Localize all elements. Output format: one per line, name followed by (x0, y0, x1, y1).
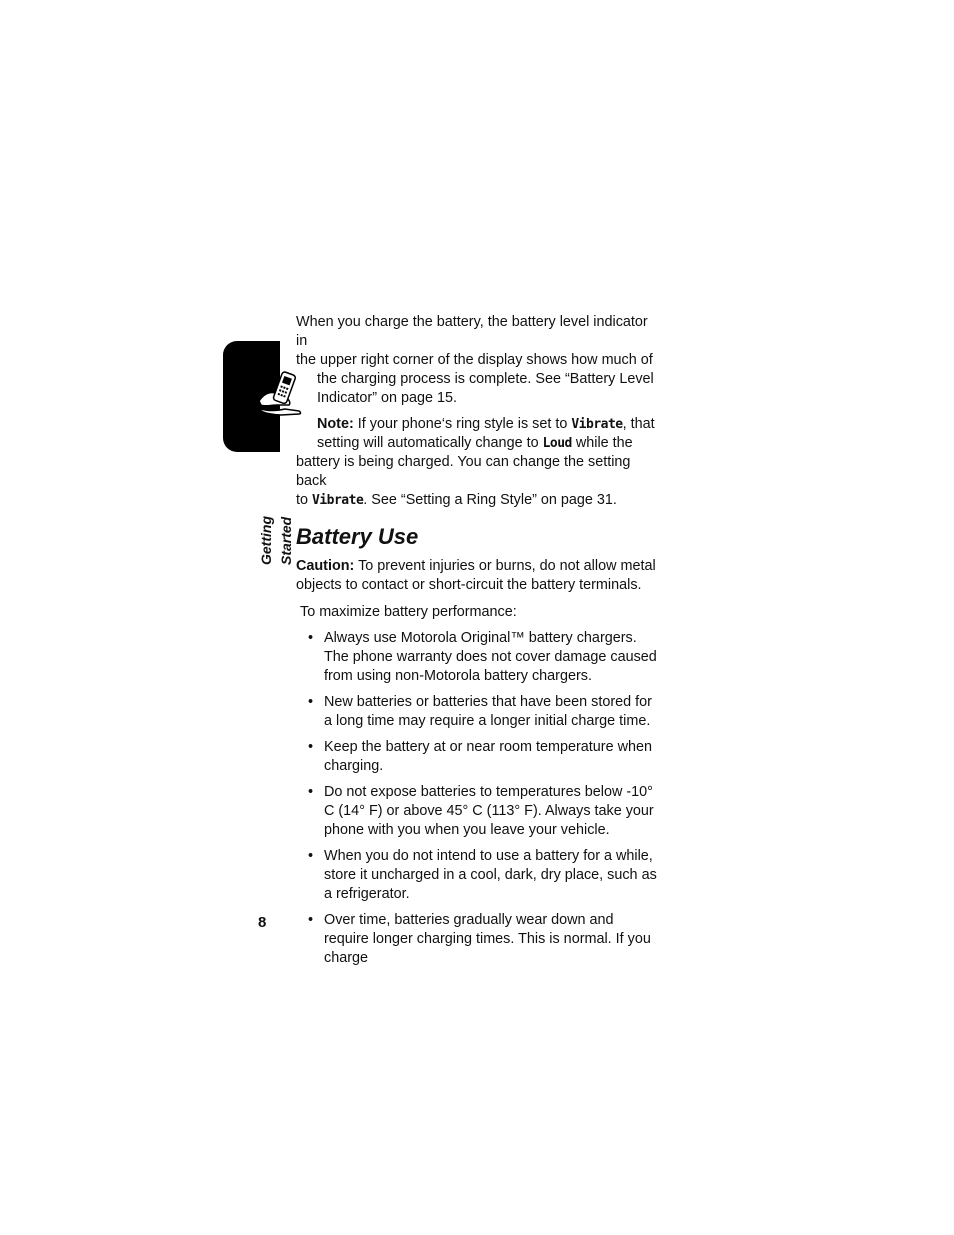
list-item: • Keep the battery at or near room temperature when charging. (296, 738, 658, 776)
note-paragraph: Note: If your phone‘s ring style is set to Vibrate, that setting will automatically change to Loud while the battery is being charged. You can change the setting back to Vibrate. See “Setting a Ring Style” on page 31. (296, 415, 658, 510)
list-item: • Do not expose batteries to temperatures below -10° C (14° F) or above 45° C (113° F). Always take your phone with you when you leave your vehicle. (296, 783, 658, 840)
note-line-3: battery is being charged. You can change the setting back (296, 454, 631, 489)
section-label: Getting Started (258, 516, 294, 565)
list-item: • When you do not intend to use a battery for a while, store it uncharged in a cool, dark, dry place, such as a refrigerator. (296, 847, 658, 904)
caution-text: To prevent injuries or burns, do not allow metal objects to contact or short-circuit the battery terminals. (296, 558, 656, 593)
intro-paragraph (296, 313, 658, 370)
caution-label: Caution: (296, 558, 355, 574)
note-indented: Note: If your phone‘s ring style is set to Vibrate, that setting will automatically change to Loud while the (317, 416, 655, 451)
intro-continuation: the charging process is complete. See “Battery Level Indicator” on page 15. (317, 371, 654, 406)
note-label: Note: (317, 416, 354, 432)
page-number: 8 (258, 914, 267, 931)
section-title: Battery Use (296, 524, 419, 549)
loud-setting: Loud (542, 436, 572, 451)
intro-line-2: the upper right corner of the display shows how much of (296, 352, 653, 368)
intro-line-1: When you charge the battery, the battery level indicator in (296, 314, 648, 349)
caution-paragraph (296, 557, 658, 595)
list-item: • Always use Motorola Original™ battery chargers. The phone warranty does not cover damage caused from using non-Motorola battery chargers. (296, 629, 658, 686)
page-content (296, 313, 658, 975)
list-item: • Over time, batteries gradually wear down and require longer charging times. This is normal. If you charge (296, 911, 658, 968)
maximize-intro: To maximize battery performance: (300, 604, 517, 620)
vibrate-setting-2: Vibrate (312, 493, 364, 508)
list-item: • New batteries or batteries that have been stored for a long time may require a longer initial charge time. (296, 693, 658, 731)
vibrate-setting: Vibrate (571, 417, 623, 432)
tips-list (296, 629, 658, 968)
side-tab (223, 341, 280, 452)
